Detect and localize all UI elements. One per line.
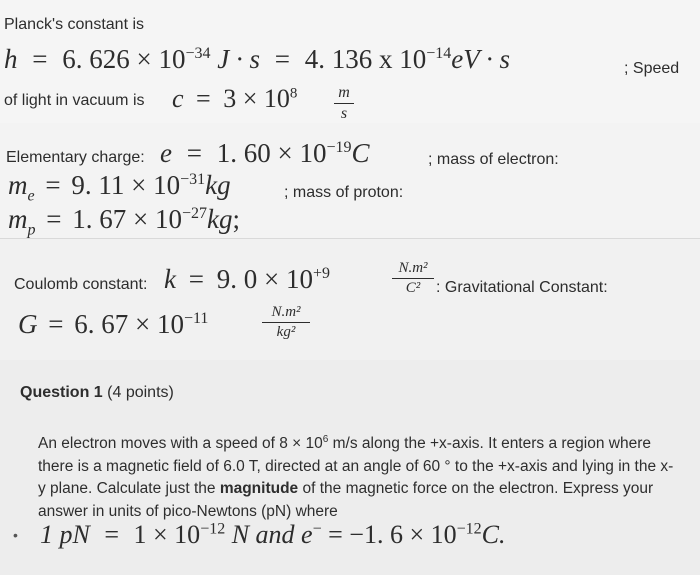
question-heading (20, 384, 174, 402)
planck-exp-evs: −14 (426, 45, 452, 62)
charge-symbol: e (160, 138, 172, 168)
me-subscript: e (27, 187, 35, 205)
pico-newton-equation (40, 520, 506, 550)
electron-mass-equation (8, 170, 231, 205)
question-title: Question 1 (20, 384, 103, 401)
pn-lhs: 1 pN (40, 520, 90, 549)
k-exp: +9 (312, 265, 330, 282)
equals-sign-4: = (186, 138, 202, 168)
coulomb-equation (164, 264, 330, 295)
pn-rhs-exp: −12 (456, 520, 482, 538)
k-unit-num: N.m² (398, 260, 428, 276)
charge-value: 1. 60 × 10 (216, 138, 327, 168)
mp-value: 1. 67 × 10 (72, 204, 182, 234)
equals-sign-5: = (45, 170, 61, 200)
question-text-3: of the magnetic force on the electron. Express your answer in units of pico-Newtons (pN) where (38, 480, 654, 520)
proton-mass-label: ; mass of proton: (284, 184, 404, 201)
me-value: 9. 11 × 10 (71, 170, 181, 200)
list-bullet: • (13, 527, 18, 543)
planck-unit-evs: eV · s (451, 44, 511, 74)
charge-exp: −19 (326, 139, 352, 156)
light-value: 3 × 10 (223, 84, 290, 113)
G-symbol: G (18, 309, 38, 339)
light-equation (172, 84, 297, 114)
electron-mass-label: ; mass of electron: (428, 151, 559, 168)
gravitational-label: : Gravitational Constant: (436, 279, 608, 296)
equals-sign-3: = (196, 84, 211, 113)
equals-sign-6: = (46, 204, 62, 234)
light-unit-den: s (340, 105, 348, 122)
equals-sign-8: = (48, 309, 64, 339)
constants-section-low (0, 238, 700, 360)
mp-symbol: m (8, 204, 28, 234)
charge-label: Elementary charge: (6, 149, 145, 166)
k-unit-fraction (392, 260, 434, 297)
G-unit-den: kg² (276, 324, 296, 340)
question-text-1: An electron moves with a speed of 8 × 10 (38, 435, 323, 453)
pn-rhs: = −1. 6 × 10 (328, 520, 457, 549)
fraction-bar-2 (392, 278, 434, 279)
planck-symbol: h (4, 44, 18, 74)
light-unit-num: m (338, 84, 350, 101)
pn-mid-exp: −12 (200, 520, 226, 538)
electron-charge-sup: − (312, 520, 322, 538)
speed-label: ; Speed (624, 60, 680, 77)
equals-sign-7: = (188, 264, 204, 294)
planck-value-evs: 4. 136 x 10 (304, 44, 427, 74)
pn-mid-unit: N and e (231, 520, 313, 549)
light-exp: 8 (289, 85, 298, 102)
mp-subscript: p (27, 221, 36, 239)
G-exp: −11 (183, 310, 209, 327)
planck-intro: Planck's constant is (4, 16, 145, 33)
mp-end: ; (232, 204, 240, 234)
planck-unit-js: J · s (217, 44, 260, 74)
charge-unit: C (351, 138, 370, 168)
k-symbol: k (164, 264, 176, 294)
G-value: 6. 67 × 10 (74, 309, 184, 339)
G-unit-fraction (262, 304, 310, 341)
me-symbol: m (8, 170, 28, 200)
pn-mid: 1 × 10 (133, 520, 201, 549)
planck-equation (4, 44, 510, 75)
question-body (38, 429, 678, 523)
fraction-bar (334, 103, 354, 104)
question-text-bold: magnitude (219, 480, 299, 498)
me-unit: kg (205, 170, 231, 200)
question-text-exp: 6 (322, 434, 329, 445)
k-value: 9. 0 × 10 (216, 264, 313, 294)
question-text-2: m/s along the +x-axis. It enters a region where there is a magnetic field of 6.0 T, directed at an angle of 60 ° to the +x-axis and lying in the x-y plane. Calculate just the (38, 435, 674, 498)
planck-exp-js: −34 (185, 45, 211, 62)
G-unit-num: N.m² (271, 304, 301, 320)
gravity-equation (18, 309, 208, 340)
me-exp: −31 (180, 171, 206, 188)
equals-sign-2: = (274, 44, 290, 74)
question-points: (4 points) (107, 384, 174, 401)
equals-sign: = (32, 44, 48, 74)
light-symbol: c (172, 84, 184, 113)
charge-equation (160, 138, 370, 169)
light-label: of light in vacuum is (4, 92, 145, 109)
light-unit-fraction (334, 84, 354, 123)
equals-sign-9: = (104, 520, 120, 549)
planck-value-js: 6. 626 × 10 (62, 44, 186, 74)
mp-exp: −27 (181, 205, 207, 222)
proton-mass-equation (8, 204, 240, 239)
coulomb-label: Coulomb constant: (14, 276, 148, 293)
k-unit-den: C² (405, 280, 421, 296)
fraction-bar-3 (262, 322, 310, 323)
pn-rhs-unit: C. (481, 520, 506, 549)
mp-unit: kg (207, 204, 233, 234)
